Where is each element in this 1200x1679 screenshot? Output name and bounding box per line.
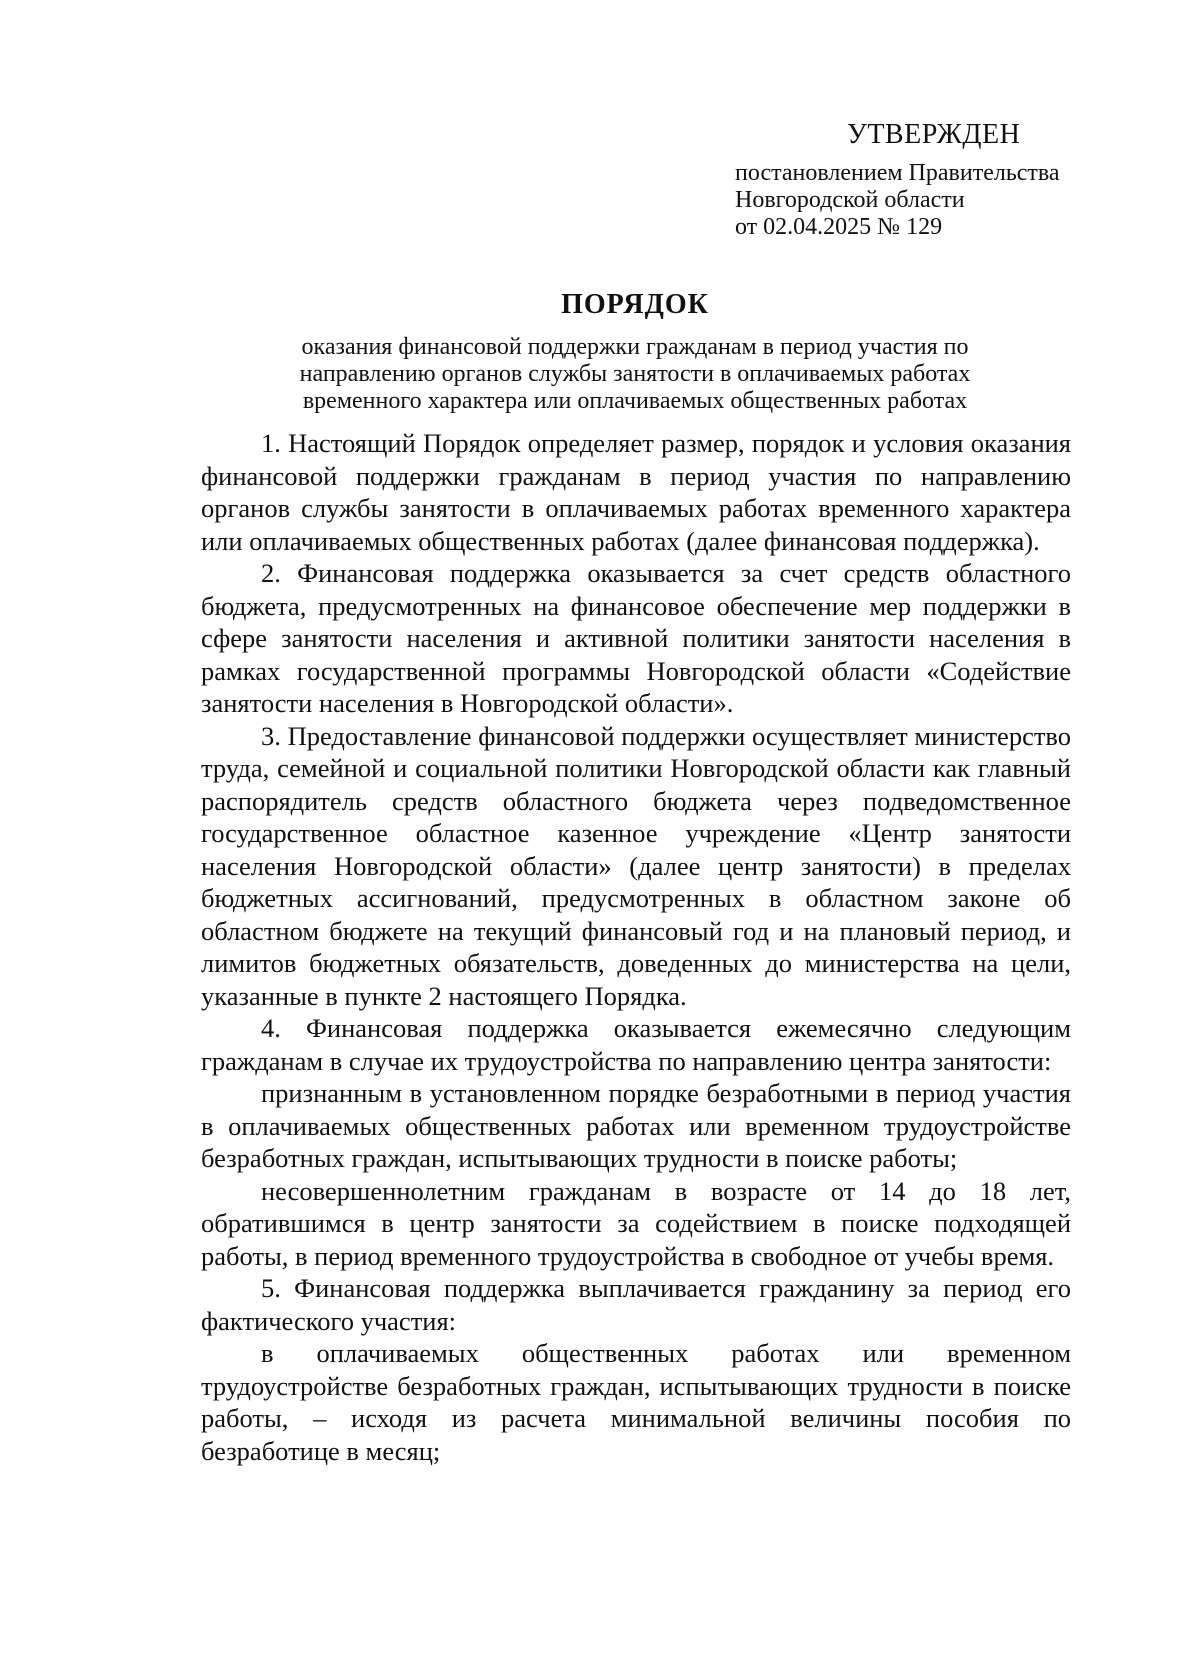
approval-line-2: Новгородской области xyxy=(735,187,965,213)
paragraph-5: 5. Финансовая поддержка выплачивается гражданину за период его фактического участия: xyxy=(201,1273,1071,1336)
document-body xyxy=(201,427,1071,1467)
subtitle-line-3: временного характера или оплачиваемых общественных работах xyxy=(302,388,968,414)
document-title: ПОРЯДОК xyxy=(561,289,709,320)
paragraph-4-item-1: признанным в установленном порядке безработными в период участия в оплачиваемых общественных работах или временном трудоустройстве безработных граждан, испытывающих трудности в поиске работы; xyxy=(201,1078,1071,1173)
approval-line-3: от 02.04.2025 № 129 xyxy=(735,214,943,240)
approval-stamp-block xyxy=(735,118,1155,241)
subtitle-line-1: оказания финансовой поддержки гражданам в период участия по xyxy=(301,334,969,360)
paragraph-3: 3. Предоставление финансовой поддержки осуществляет министерство труда, семейной и социальной политики Новгородской области как главный распорядитель средств областного бюджета через подведомственное государственное областное казенное учреждение «Центр занятости населения Новгородской области» (далее центр занятости) в пределах бюджетных ассигнований, предусмотренных в областном законе об областном бюджете на текущий финансовый год и на плановый период, и лимитов бюджетных обязательств, доведенных до министерства на цели, указанные в пункте 2 настоящего Порядка. xyxy=(201,720,1071,1011)
approval-heading: УТВЕРЖДЕН xyxy=(847,119,1021,150)
subtitle-line-2: направлению органов службы занятости в оплачиваемых работах xyxy=(299,361,971,387)
approval-line-1: постановлением Правительства xyxy=(735,160,1060,186)
paragraph-1: 1. Настоящий Порядок определяет размер, порядок и условия оказания финансовой поддержки гражданам в период участия по направлению органов службы занятости в оплачиваемых работах временного характера или оплачиваемых общественных работах (далее финансовая поддержка). xyxy=(201,428,1071,556)
paragraph-4-item-2: несовершеннолетним гражданам в возрасте от 14 до 18 лет, обратившимся в центр занятости за содействием в поиске подходящей работы, в период временного трудоустройства в свободное от учебы время. xyxy=(201,1175,1071,1271)
paragraph-4: 4. Финансовая поддержка оказывается ежемесячно следующим гражданам в случае их трудоустройства по направлению центра занятости: xyxy=(201,1013,1071,1076)
document-subtitle xyxy=(200,334,1070,415)
paragraph-2: 2. Финансовая поддержка оказывается за счет средств областного бюджета, предусмотренных на финансовое обеспечение мер поддержки в сфере занятости населения и активной политики занятости населения в рамках государственной программы Новгородской области «Содействие занятости населения в Новгородской области». xyxy=(201,558,1071,718)
paragraph-5-item-1: в оплачиваемых общественных работах или временном трудоустройстве безработных граждан, испытывающих трудности в поиске работы, – исходя из расчета минимальной величины пособия по безработице в месяц; xyxy=(201,1338,1071,1466)
